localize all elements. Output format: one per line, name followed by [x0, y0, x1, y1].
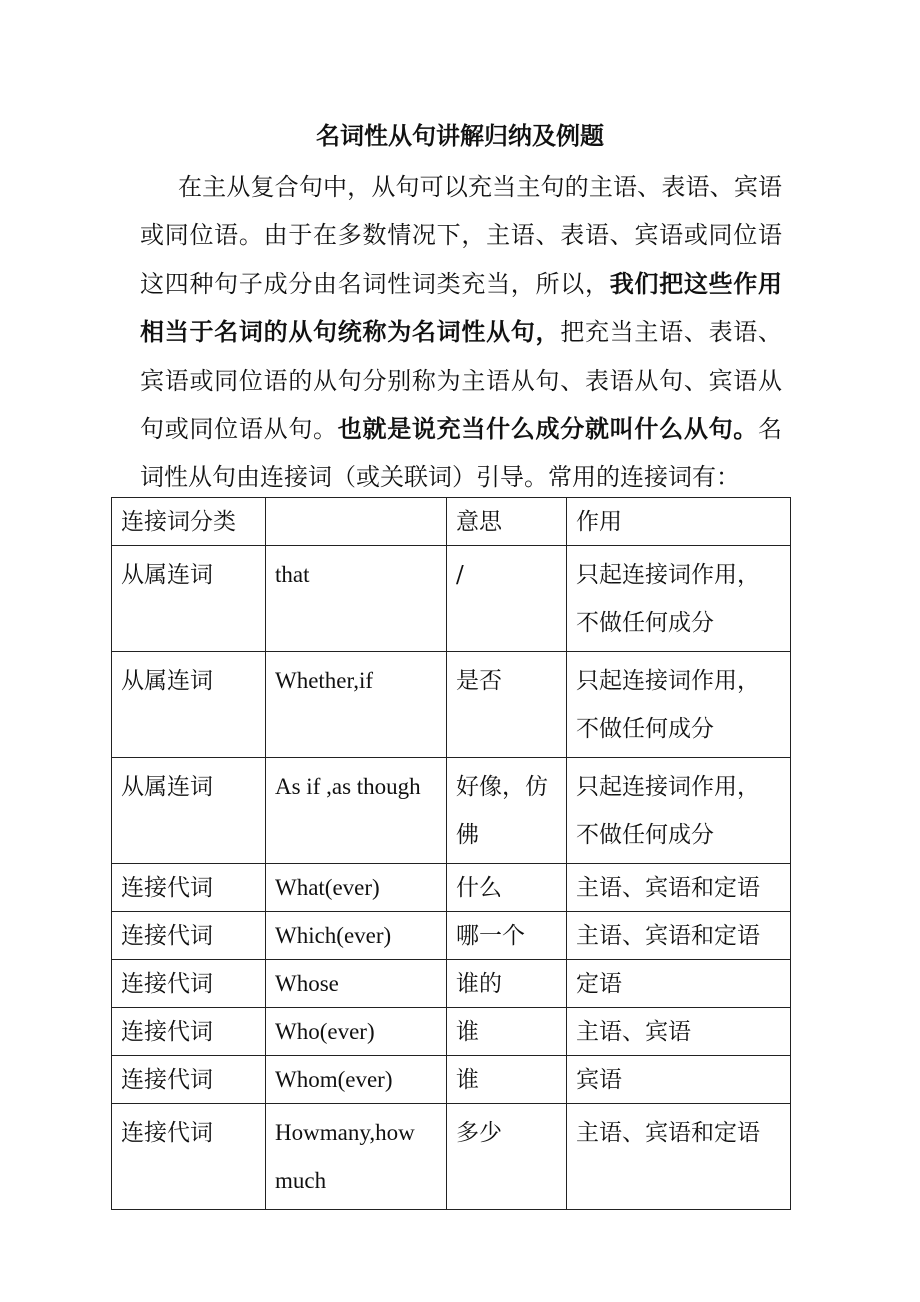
cell-meaning: / — [447, 546, 567, 652]
cell-category: 从属连词 — [112, 758, 266, 864]
table-row — [112, 960, 791, 1008]
cell-function: 主语、宾语 — [567, 1008, 791, 1056]
cell-meaning: 谁 — [447, 1056, 567, 1104]
cell-category: 连接代词 — [112, 912, 266, 960]
cell-function: 宾语 — [567, 1056, 791, 1104]
header-cell-meaning: 意思 — [447, 498, 567, 546]
cell-function: 定语 — [567, 960, 791, 1008]
cell-word: Who(ever) — [266, 1008, 447, 1056]
cell-function: 主语、宾语和定语 — [567, 912, 791, 960]
table-header-row — [112, 498, 791, 546]
cell-category: 连接代词 — [112, 1056, 266, 1104]
table-row — [112, 1056, 791, 1104]
cell-meaning: 什么 — [447, 864, 567, 912]
cell-meaning: 是否 — [447, 652, 567, 758]
intro-text-1: 在主从复合句中，从句可以充当主句的主语、表语、宾语或同位语。由于在多数情况下，主语、表语、宾语或同位语这四种句子成分由名词性词类充当，所以， — [140, 173, 782, 298]
table-row — [112, 912, 791, 960]
cell-meaning: 哪一个 — [447, 912, 567, 960]
intro-summary-bold: 也就是说充当什么成分就叫什么从句。 — [337, 414, 759, 444]
intro-text-2: 把充当主语、表语、宾语或同位语的从句分别称为主语从句、表语从句、宾语从句或同位语从句。 — [140, 318, 783, 444]
cell-function: 主语、宾语和定语 — [567, 1104, 791, 1210]
cell-word: Whom(ever) — [266, 1056, 447, 1104]
cell-meaning: 多少 — [447, 1104, 567, 1210]
page-title: 名词性从句讲解归纳及例题 — [316, 121, 604, 150]
connectives-table — [111, 497, 791, 1210]
table-row — [112, 1008, 791, 1056]
cell-meaning: 谁 — [447, 1008, 567, 1056]
cell-category: 连接代词 — [112, 960, 266, 1008]
table-row — [112, 864, 791, 912]
table-row — [112, 758, 791, 864]
cell-meaning: 好像，仿佛 — [447, 758, 567, 864]
cell-word: What(ever) — [266, 864, 447, 912]
cell-function: 只起连接词作用，不做任何成分 — [567, 652, 791, 758]
header-cell-category: 连接词分类 — [112, 498, 266, 546]
header-cell-word — [266, 498, 447, 546]
cell-word: Which(ever) — [266, 912, 447, 960]
cell-word: that — [266, 546, 447, 652]
table-row — [112, 546, 791, 652]
cell-category: 从属连词 — [112, 546, 266, 652]
intro-paragraph — [140, 163, 782, 502]
cell-category: 连接代词 — [112, 1008, 266, 1056]
cell-word: Whose — [266, 960, 447, 1008]
header-cell-function: 作用 — [567, 498, 791, 546]
intro-definition-bold: 我们把这些作用相当于名词的从句统称为名词性从句， — [140, 268, 783, 347]
cell-function: 只起连接词作用，不做任何成分 — [567, 546, 791, 652]
cell-word: As if ,as though — [266, 758, 447, 864]
cell-function: 主语、宾语和定语 — [567, 864, 791, 912]
cell-meaning: 谁的 — [447, 960, 567, 1008]
cell-category: 从属连词 — [112, 652, 266, 758]
cell-word: Howmany,how much — [266, 1104, 447, 1210]
table-row — [112, 1104, 791, 1210]
cell-category: 连接代词 — [112, 1104, 266, 1210]
table-row — [112, 652, 791, 758]
cell-function: 只起连接词作用，不做任何成分 — [567, 758, 791, 864]
intro-text-3: 名词性从句由连接词（或关联词）引导。常用的连接词有： — [140, 415, 783, 492]
cell-word: Whether,if — [266, 652, 447, 758]
cell-category: 连接代词 — [112, 864, 266, 912]
